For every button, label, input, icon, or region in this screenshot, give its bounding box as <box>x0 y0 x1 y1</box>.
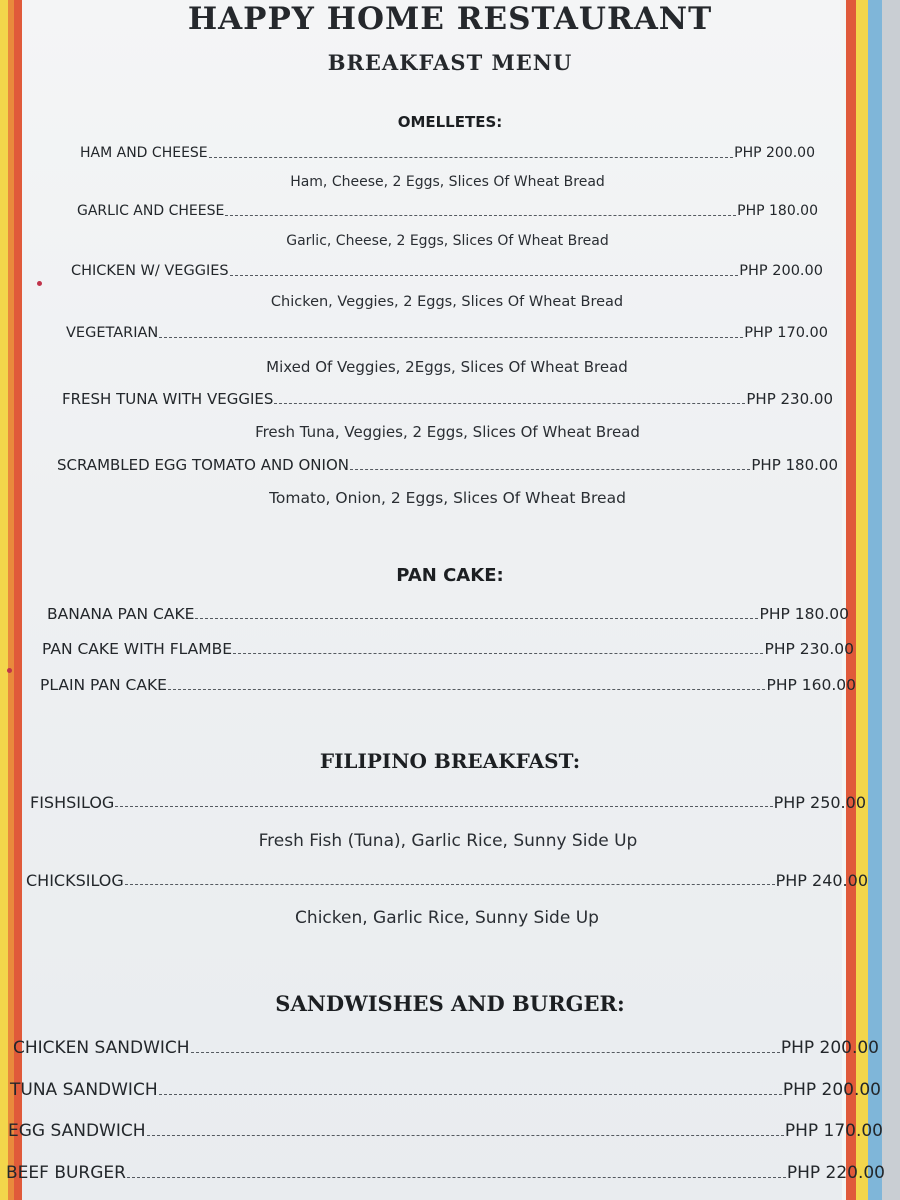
item-description: Ham, Cheese, 2 Eggs, Slices Of Wheat Bread <box>290 174 605 190</box>
item-name: PLAIN PAN CAKE <box>40 676 167 694</box>
item-description: Chicken, Garlic Rice, Sunny Side Up <box>295 908 599 928</box>
restaurant-title: HAPPY HOME RESTAURANT <box>187 1 713 37</box>
item-name: CHICKSILOG <box>26 871 124 890</box>
dot-leader <box>159 337 743 338</box>
menu-item <box>80 145 815 161</box>
item-name: FISHSILOG <box>30 793 115 812</box>
item-price: PHP 180.00 <box>759 605 849 623</box>
dot-leader <box>125 884 775 885</box>
section-title: SANDWISHES AND BURGER: <box>275 991 625 1016</box>
item-description: Chicken, Veggies, 2 Eggs, Slices Of Wheat Bread <box>270 294 624 310</box>
item-name: CHICKEN SANDWICH <box>13 1038 190 1058</box>
item-name: FRESH TUNA WITH VEGGIES <box>62 390 274 408</box>
menu-item <box>40 676 856 694</box>
item-price: PHP 200.00 <box>780 1038 879 1058</box>
item-price: PHP 200.00 <box>739 263 823 279</box>
section-title: PAN CAKE: <box>396 565 504 586</box>
item-price: PHP 250.00 <box>773 793 866 812</box>
dot-leader <box>127 1177 786 1178</box>
menu-item <box>6 1163 885 1183</box>
menu-item <box>77 203 818 219</box>
item-name: TUNA SANDWICH <box>10 1080 158 1100</box>
item-name: SCRAMBLED EGG TOMATO AND ONION <box>57 456 349 474</box>
item-name: CHICKEN W/ VEGGIES <box>71 263 229 279</box>
dot-leader <box>159 1094 782 1095</box>
item-name: EGG SANDWICH <box>8 1121 146 1141</box>
dot-leader <box>195 618 758 619</box>
dot-leader <box>233 653 763 654</box>
dot-leader <box>191 1052 780 1053</box>
item-description: Tomato, Onion, 2 Eggs, Slices Of Wheat Bread <box>269 489 626 507</box>
menu-item <box>66 325 828 341</box>
menu-item <box>26 871 868 890</box>
menu-title: BREAKFAST MENU <box>327 50 573 75</box>
menu-item <box>13 1038 879 1058</box>
menu-item <box>8 1121 883 1141</box>
dot-leader <box>225 215 736 216</box>
item-name: GARLIC AND CHEESE <box>77 203 225 219</box>
stain-mark <box>7 668 12 673</box>
section-title: FILIPINO BREAKFAST: <box>319 749 581 773</box>
item-price: PHP 230.00 <box>764 640 854 658</box>
dot-leader <box>115 806 772 807</box>
item-price: PHP 200.00 <box>734 145 815 161</box>
menu-item <box>57 456 838 474</box>
menu-edge-right <box>838 0 900 1200</box>
item-price: PHP 170.00 <box>784 1121 883 1141</box>
item-price: PHP 240.00 <box>775 871 868 890</box>
item-price: PHP 170.00 <box>744 325 828 341</box>
dot-leader <box>147 1135 784 1136</box>
item-description: Mixed Of Veggies, 2Eggs, Slices Of Wheat Bread <box>266 358 628 376</box>
item-description: Garlic, Cheese, 2 Eggs, Slices Of Wheat Bread <box>286 233 609 249</box>
menu-item <box>30 793 866 812</box>
item-price: PHP 230.00 <box>746 390 833 408</box>
item-price: PHP 220.00 <box>786 1163 885 1183</box>
item-name: VEGETARIAN <box>66 325 159 341</box>
menu-item <box>47 605 849 623</box>
dot-leader <box>168 689 766 690</box>
menu-item <box>62 390 833 408</box>
item-price: PHP 180.00 <box>737 203 818 219</box>
dot-leader <box>230 275 739 276</box>
item-price: PHP 160.00 <box>766 676 856 694</box>
item-name: PAN CAKE WITH FLAMBE <box>42 640 233 658</box>
item-description: Fresh Fish (Tuna), Garlic Rice, Sunny Side Up <box>258 831 638 851</box>
item-description: Fresh Tuna, Veggies, 2 Eggs, Slices Of Wheat Bread <box>255 423 640 441</box>
section-title: OMELLETES: <box>397 113 503 131</box>
dot-leader <box>350 469 750 470</box>
menu-item <box>10 1080 881 1100</box>
dot-leader <box>274 403 745 404</box>
menu-item <box>71 263 823 279</box>
dot-leader <box>209 157 734 158</box>
item-name: HAM AND CHEESE <box>80 145 208 161</box>
item-name: BANANA PAN CAKE <box>47 605 195 623</box>
item-price: PHP 200.00 <box>782 1080 881 1100</box>
item-price: PHP 180.00 <box>751 456 838 474</box>
menu-item <box>42 640 854 658</box>
stain-mark <box>37 281 42 286</box>
item-name: BEEF BURGER <box>6 1163 126 1183</box>
